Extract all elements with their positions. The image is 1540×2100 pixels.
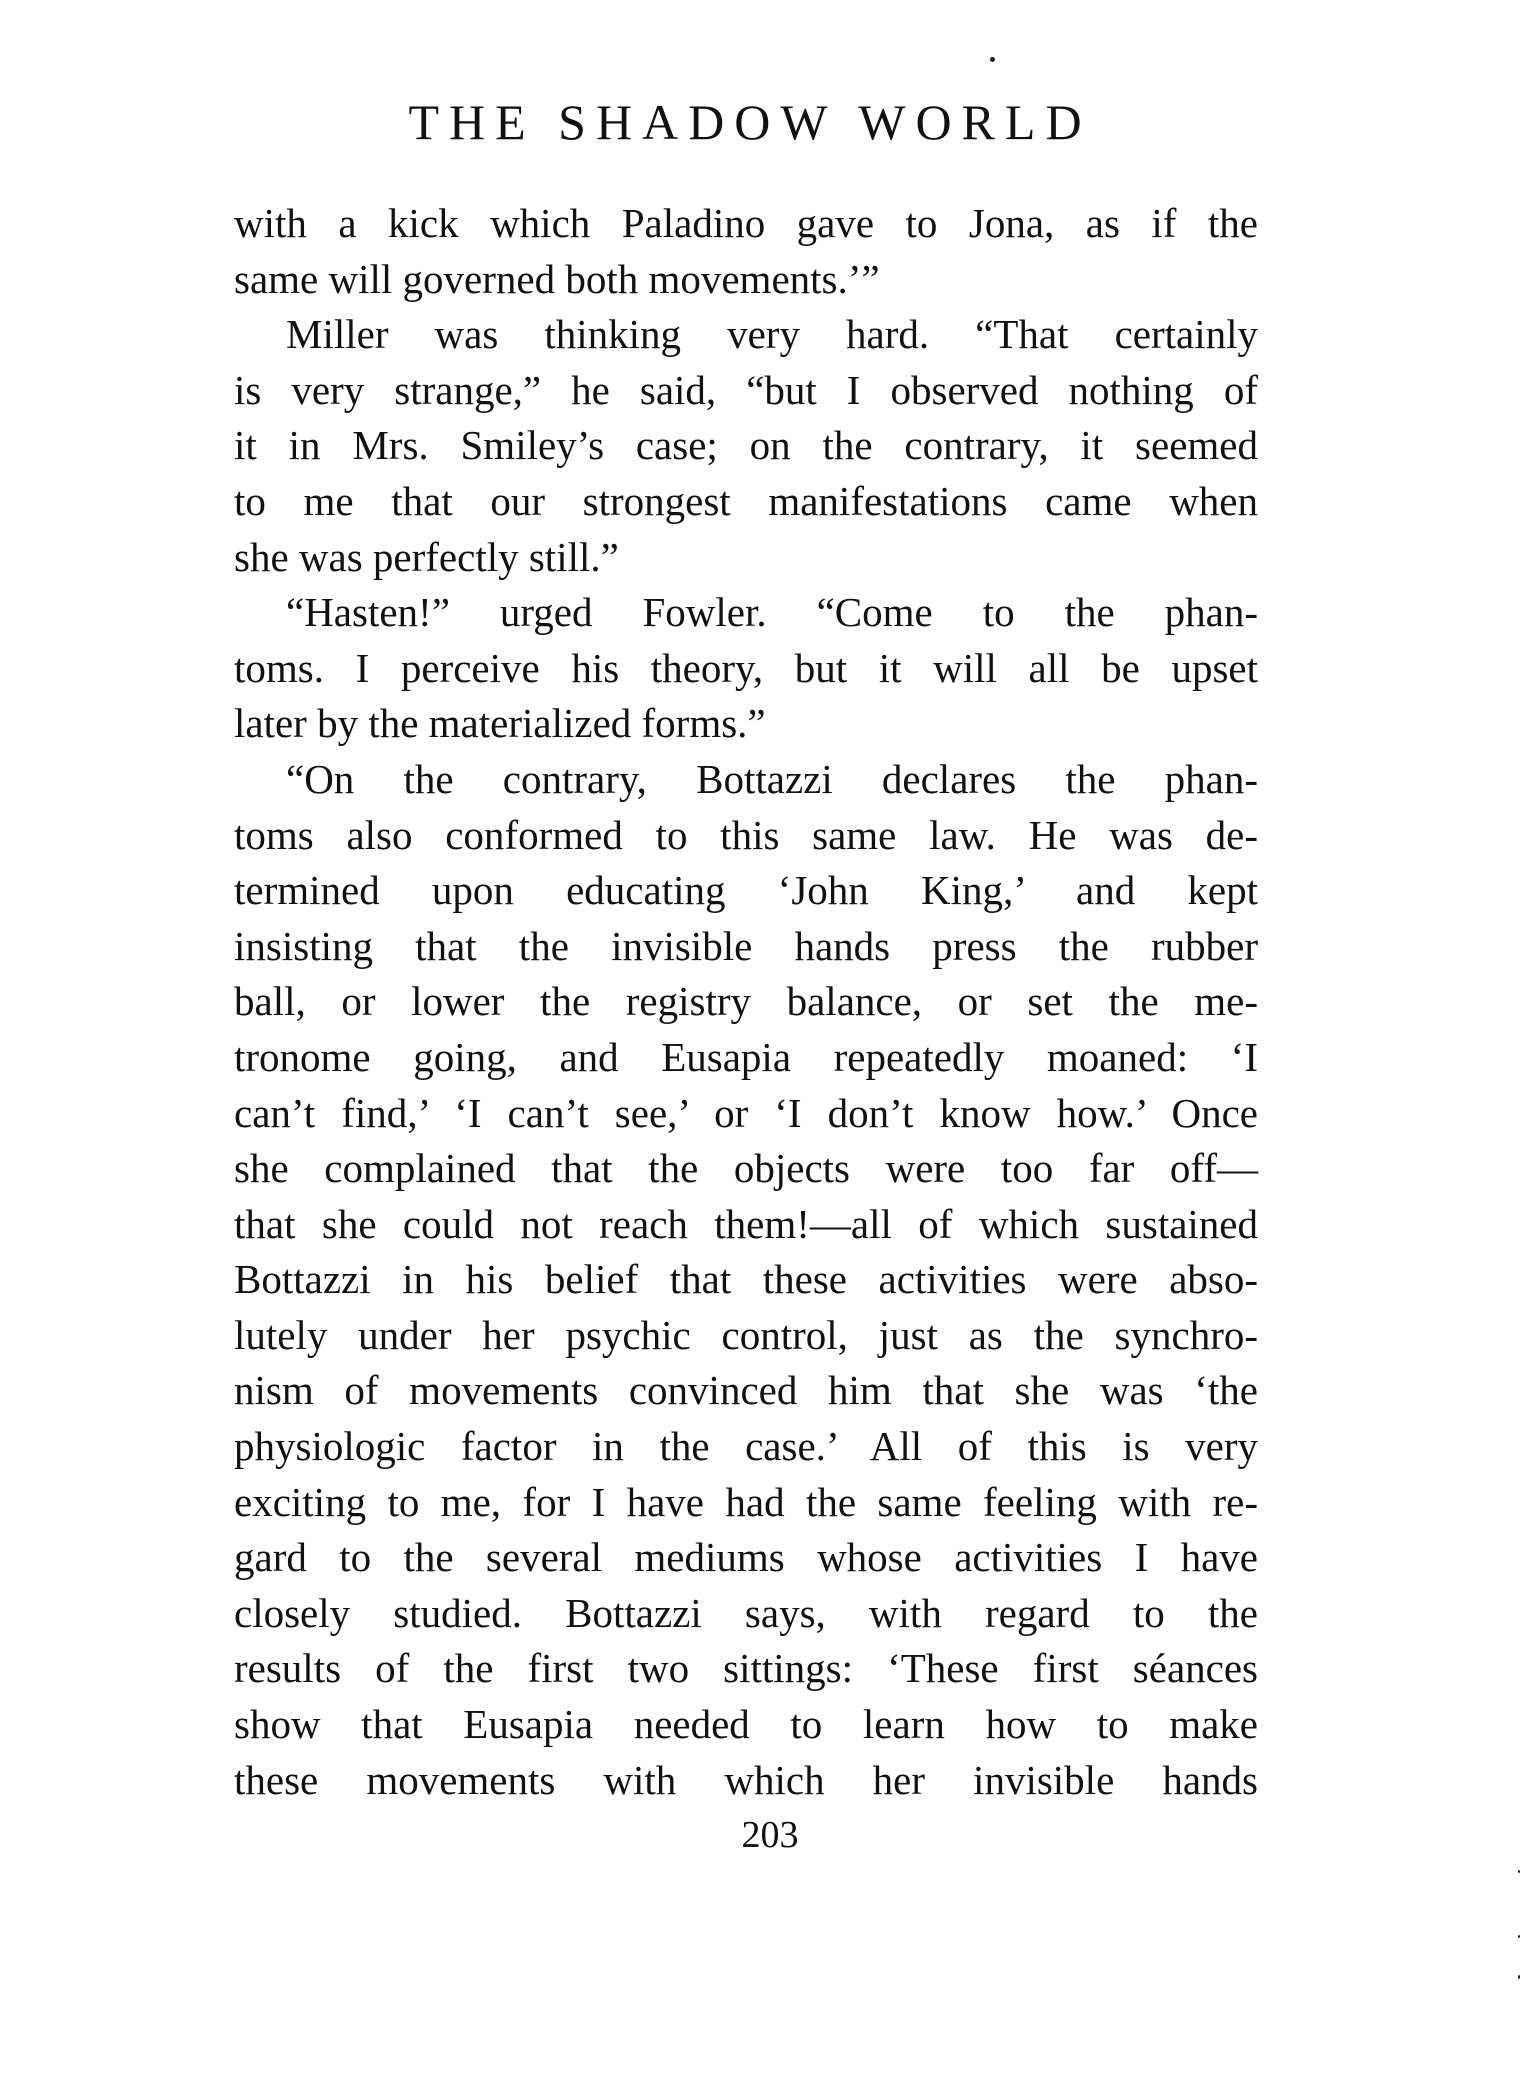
ink-speck bbox=[1518, 1870, 1520, 1873]
text-line: toms also conformed to this same law. He was de- bbox=[234, 811, 1258, 858]
text-line: insisting that the invisible hands press the rubber bbox=[234, 922, 1258, 969]
text-line: physiologic factor in the case.’ All of this is very bbox=[234, 1423, 1258, 1470]
text-line: exciting to me, for I have had the same feeling with re- bbox=[234, 1478, 1258, 1525]
text-line: with a kick which Paladino gave to Jona, as if the bbox=[234, 200, 1258, 246]
body-text bbox=[234, 196, 1258, 1808]
text-line: ball, or lower the registry balance, or set the me- bbox=[234, 978, 1258, 1025]
text-line: toms. I perceive his theory, but it will all be upset bbox=[234, 644, 1258, 691]
text-line: lutely under her psychic control, just as the synchro- bbox=[234, 1311, 1258, 1358]
text-line: show that Eusapia needed to learn how to make bbox=[234, 1701, 1258, 1748]
page-number: 203 bbox=[741, 1814, 799, 1856]
text-line: tronome going, and Eusapia repeatedly moaned: ‘I bbox=[234, 1033, 1258, 1080]
text-line: is very strange,” he said, “but I observed nothing of bbox=[234, 366, 1258, 413]
paragraph-start-line: “On the contrary, Bottazzi declares the phan- bbox=[286, 755, 1258, 802]
ink-speck bbox=[1518, 1975, 1520, 1979]
ink-speck bbox=[990, 57, 995, 62]
ink-speck bbox=[1518, 1935, 1520, 1938]
text-line: she was perfectly still.” bbox=[234, 533, 619, 580]
text-line: same will governed both movements.’” bbox=[234, 255, 880, 302]
paragraph-start-line: Miller was thinking very hard. “That certainly bbox=[286, 311, 1258, 358]
text-line: that she could not reach them!—all of which sustained bbox=[234, 1200, 1258, 1247]
text-line: to me that our strongest manifestations came when bbox=[234, 477, 1258, 524]
text-line: can’t find,’ ‘I can’t see,’ or ‘I don’t know how.’ Once bbox=[234, 1089, 1258, 1136]
text-line: later by the materialized forms.” bbox=[234, 700, 766, 747]
running-head: THE SHADOW WORLD bbox=[408, 94, 1092, 150]
text-line: Bottazzi in his belief that these activities were abso- bbox=[234, 1256, 1258, 1303]
text-line: she complained that the objects were too far off— bbox=[234, 1145, 1258, 1192]
paragraph-start-line: “Hasten!” urged Fowler. “Come to the phan- bbox=[286, 589, 1258, 636]
text-line: gard to the several mediums whose activities I have bbox=[234, 1534, 1258, 1581]
text-line: results of the first two sittings: ‘These first séances bbox=[234, 1645, 1258, 1692]
text-line: closely studied. Bottazzi says, with regard to the bbox=[234, 1589, 1258, 1636]
text-line: it in Mrs. Smiley’s case; on the contrary, it seemed bbox=[234, 422, 1258, 469]
text-line: these movements with which her invisible hands bbox=[234, 1756, 1258, 1803]
text-line: termined upon educating ‘John King,’ and kept bbox=[234, 867, 1258, 914]
text-line: nism of movements convinced him that she was ‘the bbox=[234, 1367, 1258, 1414]
